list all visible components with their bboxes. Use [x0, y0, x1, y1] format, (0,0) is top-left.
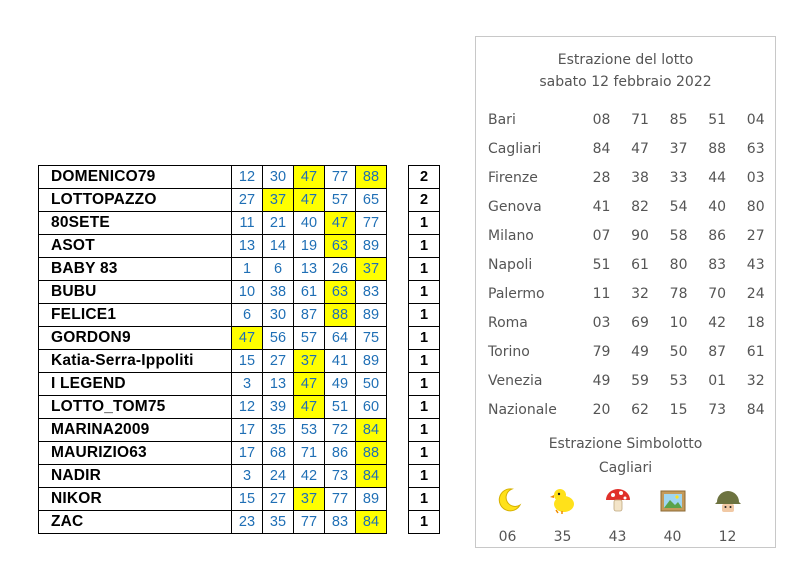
player-name: BABY 83 [39, 258, 232, 281]
draw-number: 07 [592, 227, 611, 244]
draw-number: 80 [746, 198, 765, 215]
draw-number: 82 [631, 198, 649, 215]
number-cell: 38 [263, 281, 294, 304]
score-row [409, 166, 440, 189]
player-row [39, 327, 387, 350]
draw-row [488, 134, 775, 163]
number-cell: 50 [356, 373, 387, 396]
player-name: LOTTO_TOM75 [39, 396, 232, 419]
draw-number: 40 [708, 198, 727, 215]
draw-number: 49 [631, 343, 649, 360]
matched-number-cell: 63 [325, 281, 356, 304]
draw-row [488, 308, 775, 337]
chick-icon [548, 485, 578, 515]
player-row [39, 373, 387, 396]
draw-number: 47 [631, 140, 649, 157]
draw-city: Napoli [488, 256, 533, 273]
number-cell: 27 [232, 189, 263, 212]
number-cell: 57 [294, 327, 325, 350]
matched-number-cell: 47 [294, 166, 325, 189]
draw-city: Firenze [488, 169, 538, 186]
draw-city: Genova [488, 198, 542, 215]
number-cell: 13 [263, 373, 294, 396]
number-cell: 12 [232, 396, 263, 419]
number-cell: 72 [325, 419, 356, 442]
mushroom-icon [603, 485, 633, 515]
number-cell: 77 [294, 511, 325, 534]
number-cell: 65 [356, 189, 387, 212]
lotto-title-line1: Estrazione del lotto [557, 52, 694, 68]
number-cell: 6 [232, 304, 263, 327]
draw-row [488, 279, 775, 308]
draw-number: 84 [592, 140, 611, 157]
player-row [39, 281, 387, 304]
number-cell: 89 [356, 304, 387, 327]
draw-row [488, 395, 775, 424]
number-cell: 3 [232, 465, 263, 488]
draw-city: Nazionale [488, 401, 557, 418]
draw-number: 28 [592, 169, 611, 186]
number-cell: 40 [294, 212, 325, 235]
score-cell: 1 [409, 281, 440, 304]
draw-number: 01 [708, 372, 727, 389]
draw-number: 32 [746, 372, 765, 389]
draw-number: 62 [631, 401, 649, 418]
player-row [39, 235, 387, 258]
score-cell: 1 [409, 442, 440, 465]
score-cell: 2 [409, 166, 440, 189]
draw-row [488, 250, 775, 279]
draw-number: 88 [708, 140, 727, 157]
score-cell: 1 [409, 304, 440, 327]
draw-number: 03 [592, 314, 611, 331]
draw-number: 85 [669, 111, 688, 128]
lotto-date: sabato 12 febbraio 2022 [539, 74, 712, 90]
draw-number: 79 [592, 343, 611, 360]
matched-number-cell: 47 [325, 212, 356, 235]
draw-city: Milano [488, 227, 534, 244]
symbol-number: 40 [663, 529, 682, 545]
player-row [39, 189, 387, 212]
draw-number: 61 [631, 256, 649, 273]
draw-number: 41 [592, 198, 611, 215]
matched-number-cell: 37 [294, 488, 325, 511]
number-cell: 39 [263, 396, 294, 419]
player-row [39, 488, 387, 511]
draw-number: 15 [669, 401, 688, 418]
draw-number: 43 [746, 256, 765, 273]
number-cell: 68 [263, 442, 294, 465]
player-row [39, 396, 387, 419]
number-cell: 13 [232, 235, 263, 258]
player-row [39, 258, 387, 281]
score-cell: 1 [409, 465, 440, 488]
number-cell: 15 [232, 350, 263, 373]
number-cell: 13 [294, 258, 325, 281]
number-cell: 57 [325, 189, 356, 212]
simbolotto-city: Cagliari [598, 460, 653, 476]
player-name: 80SETE [39, 212, 232, 235]
player-name: MAURIZIO63 [39, 442, 232, 465]
matched-number-cell: 88 [325, 304, 356, 327]
player-name: Katia-Serra-Ippoliti [39, 350, 232, 373]
draw-city: Torino [488, 343, 530, 360]
symbol-number: 06 [498, 529, 517, 545]
number-cell: 17 [232, 419, 263, 442]
number-cell: 86 [325, 442, 356, 465]
draw-number: 20 [592, 401, 611, 418]
number-cell: 35 [263, 419, 294, 442]
number-cell: 75 [356, 327, 387, 350]
draw-number: 38 [631, 169, 649, 186]
draw-number: 69 [631, 314, 649, 331]
draw-number: 51 [708, 111, 727, 128]
player-name: ASOT [39, 235, 232, 258]
number-cell: 77 [356, 212, 387, 235]
draw-number: 24 [746, 285, 765, 302]
player-name: DOMENICO79 [39, 166, 232, 189]
draw-number: 59 [631, 372, 649, 389]
draw-number: 80 [669, 256, 688, 273]
player-row [39, 304, 387, 327]
score-cell: 1 [409, 373, 440, 396]
matched-number-cell: 47 [232, 327, 263, 350]
score-row [409, 235, 440, 258]
moon-icon [493, 485, 523, 515]
number-cell: 89 [356, 235, 387, 258]
draw-number: 63 [746, 140, 765, 157]
player-name: ZAC [39, 511, 232, 534]
score-row [409, 258, 440, 281]
draw-number: 42 [708, 314, 727, 331]
draw-number: 71 [631, 111, 649, 128]
number-cell: 17 [232, 442, 263, 465]
matched-number-cell: 63 [325, 235, 356, 258]
helmet-icon [713, 485, 743, 515]
matched-number-cell: 47 [294, 189, 325, 212]
score-row [409, 281, 440, 304]
number-cell: 49 [325, 373, 356, 396]
draws-table [488, 105, 775, 424]
score-row [409, 373, 440, 396]
matched-number-cell: 84 [356, 465, 387, 488]
draw-city: Venezia [488, 372, 543, 389]
score-cell: 1 [409, 488, 440, 511]
draw-row [488, 192, 775, 221]
lotto-panel [475, 36, 776, 548]
symbol-item [590, 485, 645, 545]
number-cell: 27 [263, 488, 294, 511]
draw-row [488, 163, 775, 192]
draw-number: 44 [708, 169, 727, 186]
score-table [408, 165, 440, 534]
player-row [39, 212, 387, 235]
score-cell: 1 [409, 396, 440, 419]
matched-number-cell: 37 [294, 350, 325, 373]
player-row [39, 442, 387, 465]
number-cell: 73 [325, 465, 356, 488]
number-cell: 15 [232, 488, 263, 511]
number-cell: 35 [263, 511, 294, 534]
draw-number: 18 [746, 314, 765, 331]
number-cell: 53 [294, 419, 325, 442]
number-cell: 83 [356, 281, 387, 304]
draw-number: 83 [708, 256, 727, 273]
symbol-item [480, 485, 535, 545]
score-cell: 1 [409, 511, 440, 534]
player-name: GORDON9 [39, 327, 232, 350]
number-cell: 30 [263, 166, 294, 189]
simbolotto-symbols [480, 485, 755, 545]
number-cell: 27 [263, 350, 294, 373]
score-row [409, 465, 440, 488]
draw-number: 90 [631, 227, 649, 244]
player-row [39, 511, 387, 534]
number-cell: 11 [232, 212, 263, 235]
number-cell: 64 [325, 327, 356, 350]
score-cell: 1 [409, 350, 440, 373]
symbol-number: 12 [718, 529, 737, 545]
number-cell: 24 [263, 465, 294, 488]
draw-number: 51 [592, 256, 611, 273]
score-row [409, 396, 440, 419]
draw-row [488, 221, 775, 250]
matched-number-cell: 84 [356, 511, 387, 534]
score-row [409, 511, 440, 534]
number-cell: 89 [356, 350, 387, 373]
score-row [409, 419, 440, 442]
symbol-item [535, 485, 590, 545]
symbol-number: 35 [553, 529, 572, 545]
draw-number: 84 [746, 401, 765, 418]
number-cell: 77 [325, 488, 356, 511]
draw-number: 33 [669, 169, 688, 186]
number-cell: 87 [294, 304, 325, 327]
draw-city: Roma [488, 314, 528, 331]
draw-city: Bari [488, 111, 516, 128]
draw-number: 73 [708, 401, 727, 418]
score-row [409, 327, 440, 350]
simbolotto-heading [476, 432, 775, 480]
score-row [409, 442, 440, 465]
matched-number-cell: 47 [294, 373, 325, 396]
draw-number: 03 [746, 169, 765, 186]
number-cell: 56 [263, 327, 294, 350]
symbol-item [645, 485, 700, 545]
number-cell: 14 [263, 235, 294, 258]
draw-number: 27 [746, 227, 765, 244]
draw-number: 87 [708, 343, 727, 360]
matched-number-cell: 47 [294, 396, 325, 419]
number-cell: 19 [294, 235, 325, 258]
draw-city: Cagliari [488, 140, 542, 157]
draw-number: 50 [669, 343, 688, 360]
matched-number-cell: 88 [356, 166, 387, 189]
number-cell: 41 [325, 350, 356, 373]
draw-number: 86 [708, 227, 727, 244]
score-row [409, 212, 440, 235]
draw-number: 70 [708, 285, 727, 302]
score-cell: 1 [409, 258, 440, 281]
score-row [409, 488, 440, 511]
matched-number-cell: 37 [356, 258, 387, 281]
player-table [38, 165, 387, 534]
draw-number: 58 [669, 227, 688, 244]
number-cell: 6 [263, 258, 294, 281]
draw-number: 32 [631, 285, 649, 302]
lotto-title [476, 49, 775, 93]
number-cell: 51 [325, 396, 356, 419]
number-cell: 23 [232, 511, 263, 534]
player-name: BUBU [39, 281, 232, 304]
draw-number: 37 [669, 140, 688, 157]
number-cell: 71 [294, 442, 325, 465]
number-cell: 61 [294, 281, 325, 304]
draw-number: 11 [592, 285, 611, 302]
number-cell: 30 [263, 304, 294, 327]
draw-number: 08 [592, 111, 611, 128]
score-row [409, 304, 440, 327]
player-row [39, 166, 387, 189]
player-row [39, 465, 387, 488]
matched-number-cell: 37 [263, 189, 294, 212]
number-cell: 12 [232, 166, 263, 189]
draw-number: 53 [669, 372, 688, 389]
draw-row [488, 366, 775, 395]
draw-row [488, 105, 775, 134]
player-name: I LEGEND [39, 373, 232, 396]
number-cell: 3 [232, 373, 263, 396]
number-cell: 89 [356, 488, 387, 511]
draw-number: 04 [746, 111, 765, 128]
draw-number: 61 [746, 343, 765, 360]
score-cell: 1 [409, 235, 440, 258]
player-row [39, 350, 387, 373]
score-cell: 1 [409, 327, 440, 350]
score-row [409, 350, 440, 373]
player-row [39, 419, 387, 442]
number-cell: 60 [356, 396, 387, 419]
symbol-item [700, 485, 755, 545]
number-cell: 42 [294, 465, 325, 488]
draw-number: 49 [592, 372, 611, 389]
score-row [409, 189, 440, 212]
player-name: LOTTOPAZZO [39, 189, 232, 212]
matched-number-cell: 84 [356, 419, 387, 442]
player-name: NIKOR [39, 488, 232, 511]
player-name: FELICE1 [39, 304, 232, 327]
number-cell: 1 [232, 258, 263, 281]
draw-number: 10 [669, 314, 688, 331]
score-cell: 1 [409, 212, 440, 235]
draw-row [488, 337, 775, 366]
score-cell: 2 [409, 189, 440, 212]
draw-city: Palermo [488, 285, 545, 302]
player-name: MARINA2009 [39, 419, 232, 442]
score-cell: 1 [409, 419, 440, 442]
number-cell: 83 [325, 511, 356, 534]
picture-frame-icon [658, 485, 688, 515]
number-cell: 77 [325, 166, 356, 189]
symbol-number: 43 [608, 529, 627, 545]
draw-number: 78 [669, 285, 688, 302]
number-cell: 21 [263, 212, 294, 235]
simbolotto-title: Estrazione Simbolotto [548, 436, 703, 452]
player-name: NADIR [39, 465, 232, 488]
number-cell: 26 [325, 258, 356, 281]
matched-number-cell: 88 [356, 442, 387, 465]
draw-number: 54 [669, 198, 688, 215]
number-cell: 10 [232, 281, 263, 304]
